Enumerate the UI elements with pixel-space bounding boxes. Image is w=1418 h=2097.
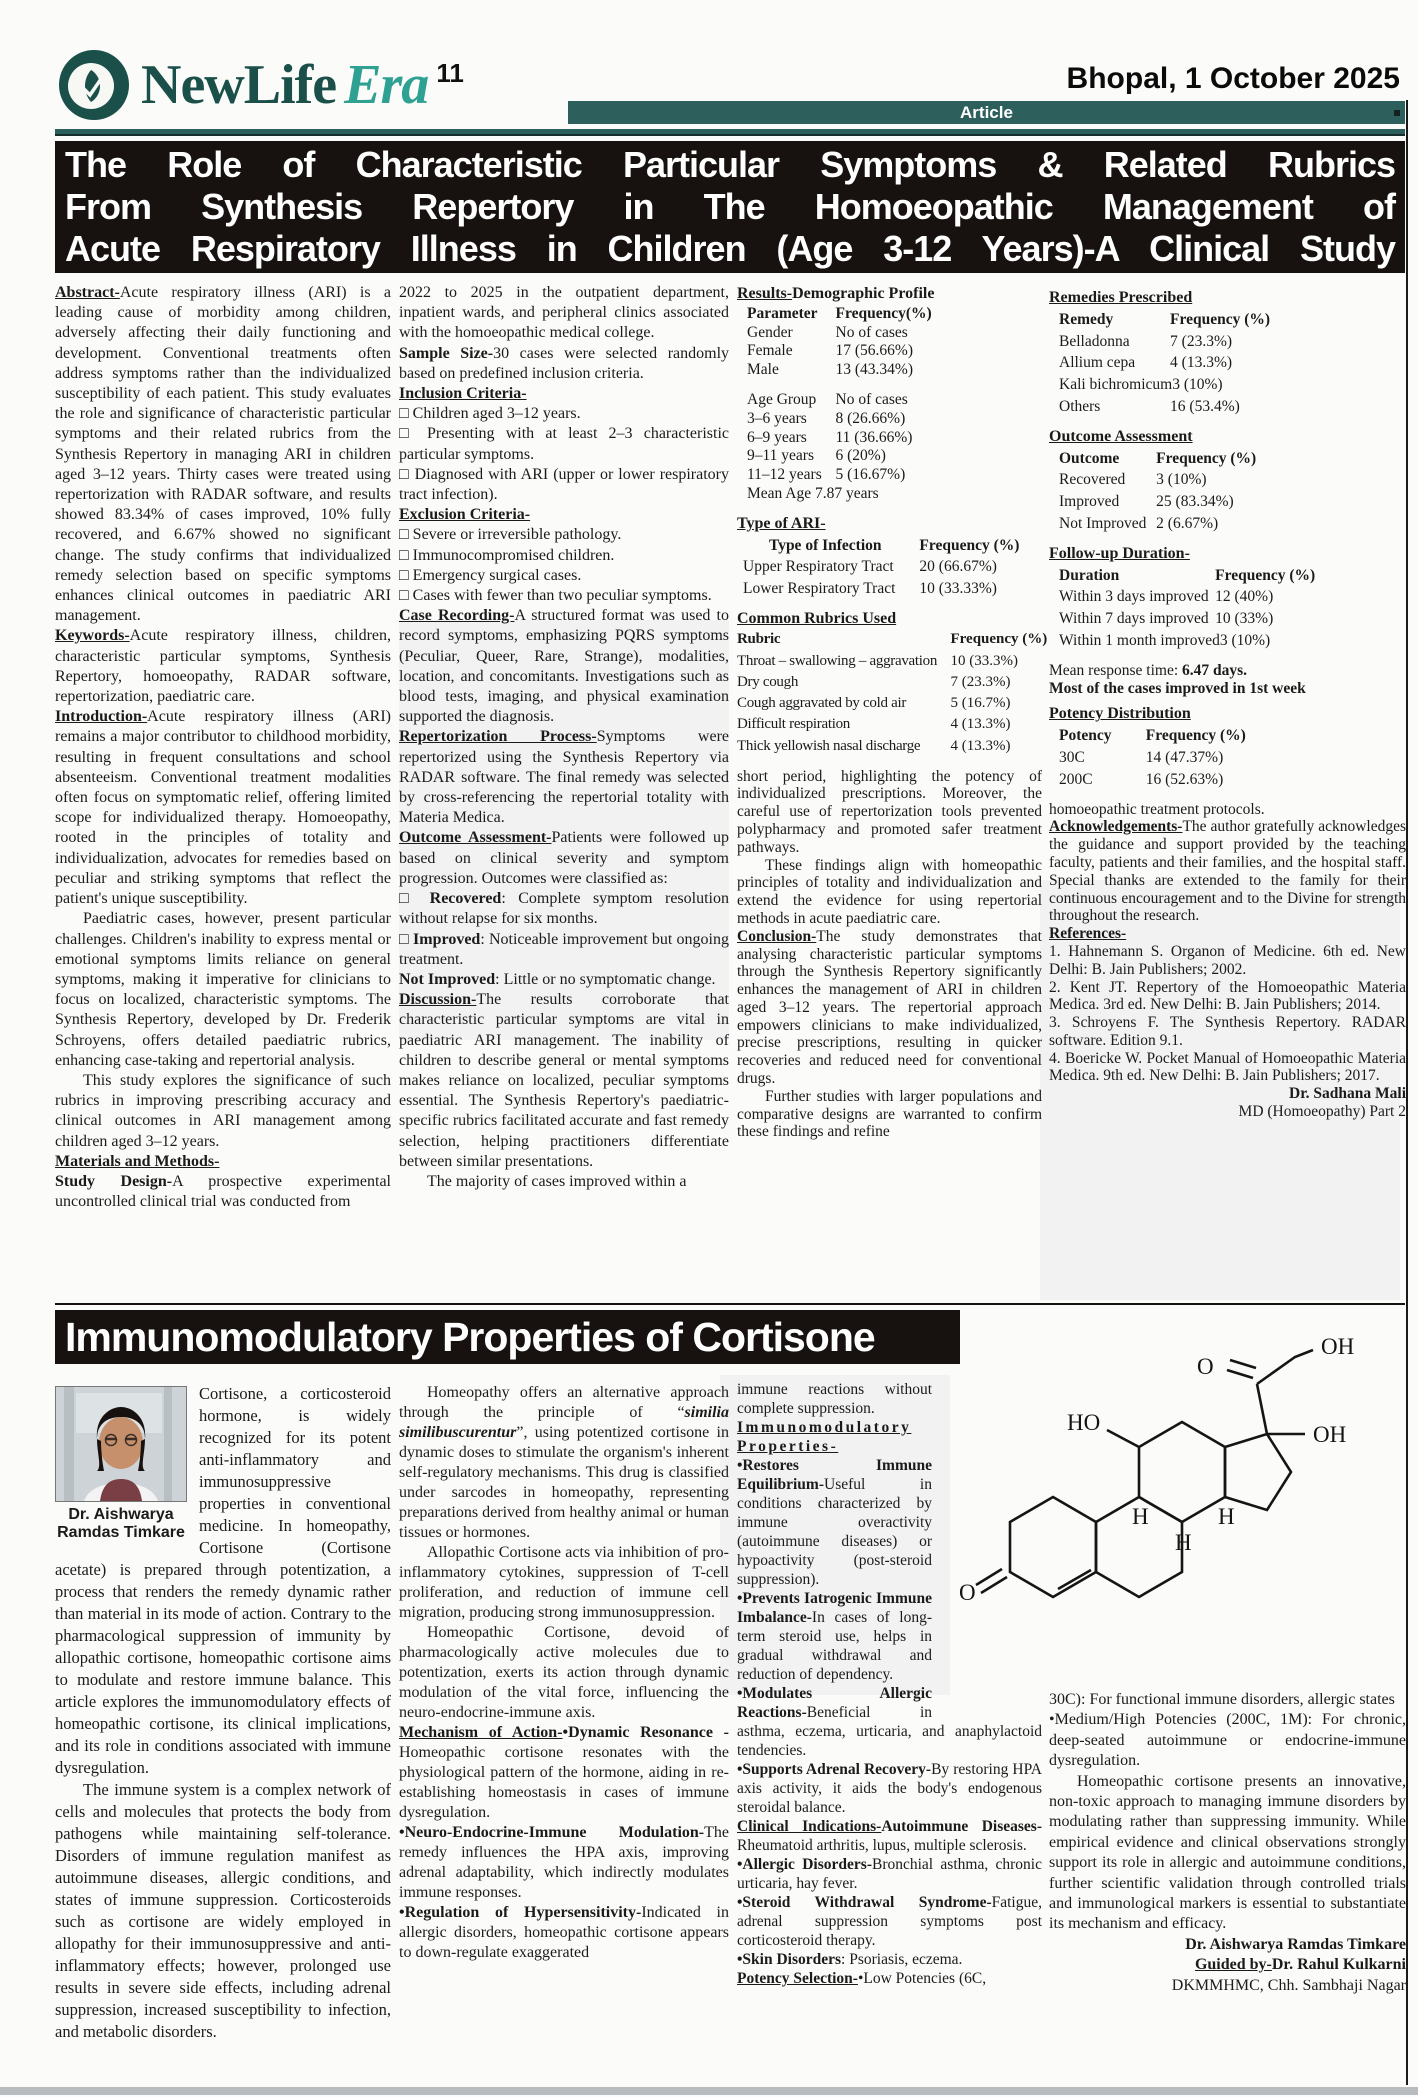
paragraph: Not Improved: Little or no symptomatic change. bbox=[399, 970, 716, 988]
author-photo bbox=[55, 1386, 187, 1502]
h-label: H bbox=[1132, 1504, 1149, 1529]
paragraph: References- bbox=[1049, 925, 1127, 943]
header-rule bbox=[55, 129, 1405, 136]
dateline: Bhopal, 1 October 2025 bbox=[1066, 62, 1400, 95]
article-divider-rule bbox=[55, 1303, 1405, 1305]
paragraph: homoeopathic treatment protocols. bbox=[1049, 800, 1265, 818]
article1-title-line3: Acute Respiratory Illness in Children (Age 3-12 Years)-A Clinical Study bbox=[65, 228, 1395, 269]
article1-title-line1: The Role of Characteristic Particular Symptoms & Related Rubrics bbox=[65, 144, 1395, 185]
paragraph: This study explores the significance of such rubrics in improving prescribing accuracy and clinical outcomes in ARI management among children aged 3–12 years. bbox=[55, 1071, 391, 1150]
newlife-era-logo-icon bbox=[57, 48, 131, 122]
rubrics-heading: Common Rubrics Used bbox=[737, 609, 897, 627]
page-number: 11 bbox=[436, 58, 464, 88]
paragraph-list bbox=[55, 283, 391, 1212]
oh-top-label: OH bbox=[1321, 1334, 1355, 1359]
section-bar bbox=[568, 101, 1405, 124]
h-label: H bbox=[1175, 1530, 1192, 1555]
ari-table bbox=[737, 537, 1042, 598]
paragraph: Clinical Indications-Autoimmune Diseases-Rheumatoid arthritis, lupus, multiple sclerosis. bbox=[737, 1818, 1042, 1854]
paragraph: □ Presenting with at least 2–3 characteristic particular symptoms. bbox=[399, 425, 729, 463]
paragraph: Homeopathy offers an alternative approach through the principle of “similia similibuscurentur”, using potentized cortisone in dynamic doses to stimulate the organism's inherent self-regulatory mechanisms. This drug is classified under sarcodes in homeopathy, representing preparations derived from healthy animal or human tissues or hormones. bbox=[399, 1384, 729, 1541]
table-row: Kali bichromicum 3 (10%) bbox=[1059, 376, 1223, 394]
paragraph: The immune system is a complex network of cells and molecules that protects the body from pathogens while maintaining self-tolerance. Disorders of immune regulation manifest as autoimmune diseases, allergic conditions, and states of immune suppression. Corticosteroids such as cortisone are widely employed in allopathy for their immunosuppressive and anti-inflammatory effects; however, prolonged use results in severe side effects, including adrenal suppression, increased susceptibility to infection, and metabolic disorders. bbox=[55, 1780, 391, 2041]
article2-column-2 bbox=[399, 1383, 729, 1963]
table-row: Improved 25 (83.34%) bbox=[1059, 493, 1234, 511]
paragraph: Exclusion Criteria- bbox=[399, 506, 531, 524]
paragraph: •Regulation of Hypersensitivity-Indicated in allergic disorders, homeopathic cortisone appears to down-regulate exaggerated bbox=[399, 1904, 729, 1961]
paragraph: The majority of cases improved within a bbox=[427, 1172, 687, 1190]
paragraph: •Steroid Withdrawal Syndrome-Fatigue, adrenal suppression symptoms post corticosteroid therapy. bbox=[737, 1894, 1042, 1949]
paragraph-list bbox=[399, 1383, 729, 1963]
table-row: 6–9 years 11 (36.66%) bbox=[747, 428, 913, 446]
paragraph: 2. Kent JT. Repertory of the Homoeopathic Materia Medica. 3rd ed. New Delhi: B. Jain Publishers; 2014. bbox=[1049, 978, 1406, 1014]
ho-left-label: HO bbox=[1067, 1410, 1101, 1435]
o-side-label: O bbox=[1197, 1354, 1214, 1379]
paragraph: 30C): For functional immune disorders, allergic states bbox=[1049, 1691, 1395, 1708]
paragraph: MD (Homoeopathy) Part 2 bbox=[1238, 1103, 1406, 1121]
table-row: Within 1 month improved 3 (10%) bbox=[1059, 631, 1271, 649]
paragraph: Homeopathic Cortisone, devoid of pharmacologically active molecules due to potentization, exerts its action through dynamic modulation of the vital force, influencing the neuro-endocrine-immune axis. bbox=[399, 1624, 729, 1721]
masthead-newlife: NewLife bbox=[141, 54, 337, 116]
h-label: H bbox=[1218, 1504, 1235, 1529]
table-row: Within 7 days improved 10 (33%) bbox=[1059, 610, 1274, 628]
article2-column-3 bbox=[737, 1380, 1042, 1988]
o-bottom-label: O bbox=[959, 1580, 976, 1605]
paragraph: Case Recording-A structured format was used to record symptoms, emphasizing PQRS symptoms (Peculiar, Queer, Rare, Strange), modalities, location, and concomitants. Investigations such as blood tests, imaging, and physical examination supported the diagnosis. bbox=[399, 607, 730, 726]
paragraph-list bbox=[1049, 801, 1406, 1121]
article2-column-1 bbox=[55, 1383, 391, 2043]
table-row: Type of Infection Frequency (%) bbox=[769, 536, 1020, 554]
paragraph: □ Immunocompromised children. bbox=[399, 546, 615, 564]
corner-mark bbox=[1394, 110, 1400, 116]
paragraph: Dr. Aishwarya Ramdas Timkare bbox=[1185, 1935, 1406, 1953]
followup-table bbox=[1049, 567, 1406, 650]
table-row: Remedy Frequency (%) bbox=[1059, 310, 1271, 328]
paragraph: □ Recovered: Complete symptom resolution without relapse for six months. bbox=[399, 890, 729, 928]
masthead-era: Era bbox=[344, 54, 429, 116]
table-row: Parameter Frequency(%) bbox=[747, 304, 932, 322]
masthead-title bbox=[141, 48, 428, 122]
paragraph: DKMMHMC, Chh. Sambhaji Nagar bbox=[1171, 1976, 1406, 1994]
author-photo-block bbox=[55, 1386, 187, 1542]
potency-table bbox=[1049, 727, 1406, 788]
table-row: Rubric Frequency (%) bbox=[737, 631, 1048, 648]
remedies-table bbox=[1049, 311, 1406, 416]
table-row: Thick yellowish nasal discharge 4 (13.3%) bbox=[737, 737, 1011, 754]
table-row bbox=[747, 380, 1042, 390]
table-row: Belladonna 7 (23.3%) bbox=[1059, 332, 1233, 350]
paragraph: Conclusion-The study demonstrates that analysing characteristic particular symptoms through the Synthesis Repertory significantly enhances the management of ARI in children aged 3–12 years. The repertorial approach empowers clinicians to make individualized, precise prescriptions, resulting in quicker recoveries and reduced need for conventional drugs. bbox=[737, 927, 1042, 1088]
paragraph: □ Diagnosed with ARI (upper or lower respiratory tract infection). bbox=[399, 465, 729, 504]
paragraph: •Prevents Iatrogenic Immune Imbalance-In cases of long-term steroid use, helps in gradual withdrawal and reduction of dependency. bbox=[737, 1590, 932, 1683]
table-row: Others 16 (53.4%) bbox=[1059, 397, 1240, 415]
paragraph: 2022 to 2025 in the outpatient department, inpatient wards, and peripheral clinics associated with the homoeopathic medical college. bbox=[399, 284, 729, 342]
paragraph: •Supports Adrenal Recovery-By restoring HPA axis activity, it aids the body's endogenous steroidal balance. bbox=[737, 1761, 1042, 1816]
paragraph: □ Improved: Noticeable improvement but ongoing treatment. bbox=[399, 930, 729, 968]
paragraph: •Modulates Allergic Reactions-Beneficial in asthma, eczema, urticaria, and anaphylactoid tendencies. bbox=[737, 1685, 1042, 1759]
article1-title bbox=[55, 141, 1405, 273]
article2-title: Immunomodulatory Properties of Cortisone bbox=[55, 1310, 960, 1364]
paragraph: Paediatric cases, however, present particular challenges. Children's inability to express mental or emotional symptoms limits reliance on general symptoms, making it imperative for clinicians to focus on localized, characteristic symptoms. The Synthesis Repertory, developed by Dr. Frederik Schroyens, offers detailed paediatric rubrics, enhancing case-taking and repertorial analysis. bbox=[55, 910, 391, 1069]
table-row: Within 3 days improved 12 (40%) bbox=[1059, 588, 1274, 606]
paragraph: □ Children aged 3–12 years. bbox=[399, 405, 581, 423]
rubrics-table bbox=[737, 631, 1048, 755]
paragraph-list bbox=[1049, 662, 1406, 698]
article2-column-4 bbox=[1049, 1690, 1406, 1996]
table-row: 11–12 years 5 (16.67%) bbox=[747, 466, 906, 484]
paragraph: Potency Selection-•Low Potencies (6C, bbox=[737, 1970, 987, 1987]
paragraph: Homeopathic cortisone presents an innovative, non-toxic approach to managing immune disorders by modulating rather than suppressing immunity. While empirical evidence and clinical observations strongly support its role in allergic and autoimmune conditions, further scientific validation through controlled trials and immunological markers is essential to substantiate its mechanism and efficacy. bbox=[1049, 1772, 1406, 1933]
masthead bbox=[57, 48, 464, 122]
table-row: Dry cough 7 (23.3%) bbox=[737, 673, 1011, 690]
table-row: Potency Frequency (%) bbox=[1059, 727, 1246, 745]
table-row: Difficult respiration 4 (13.3%) bbox=[737, 716, 1011, 733]
paragraph: Dr. Sadhana Mali bbox=[1289, 1085, 1406, 1103]
table-row: Female 17 (56.66%) bbox=[747, 342, 913, 360]
article1-column-1 bbox=[55, 283, 391, 1212]
paragraph: Introduction-Acute respiratory illness (ARI) remains a major contributor to childhood morbidity, resulting in frequent consultations and school absenteeism. Conventional treatment modalities often focus on symptomatic relief, offering limited scope for individualized therapy. Homoeopathy, rooted in the principles of totality and individualization, advocates for remedies based on peculiar and striking symptoms that reflect the patient's unique susceptibility. bbox=[55, 708, 391, 908]
table-row: 3–6 years 8 (26.66%) bbox=[747, 409, 906, 427]
paragraph: Abstract-Acute respiratory illness (ARI) is a leading cause of morbidity among children, adversely affecting their daily functioning and development. Conventional treatments often address symptoms rather than the individualized susceptibility of each patient. This study evaluates the role and significance of characteristic particular symptoms and their related rubrics from the Synthesis Repertory in managing ARI in children aged 3–12 years. Thirty cases were treated using repertorization with RADAR software, and results showed 83.34% of cases improved, 10% fully recovered, and 6.67% showed no significant change. The study confirms that individualized remedy selection based on specific symptoms enhances clinical outcomes in paediatric ARI management. bbox=[55, 284, 391, 625]
paragraph: Cortisone, a corticosteroid hormone, is widely recognized for its potent anti-inflammatory and immunosuppressive properties in conventional medicine. In homeopathy, Cortisone (Cortisone acetate) is prepared through potentization, a process that renders the remedy dynamic rather than material in its mode of action. Contrary to the pharmacological suppression of immunity by allopathic cortisone, homeopathic cortisone aims to modulate and restore immune balance. This article explores the immunomodulatory effects of homeopathic cortisone, its clinical implications, and its role in conditions associated with immune dysregulation. bbox=[55, 1384, 391, 1777]
paragraph: 4. Boericke W. Pocket Manual of Homoeopathic Materia Medica. 9th ed. New Delhi: B. Jain Publishers; 2017. bbox=[1049, 1049, 1406, 1085]
table-row: Duration Frequency (%) bbox=[1059, 566, 1316, 584]
paragraph: Materials and Methods- bbox=[55, 1152, 220, 1170]
paragraph: Inclusion Criteria- bbox=[399, 385, 527, 403]
paragraph: Mean response time: 6.47 days. bbox=[1049, 661, 1248, 679]
paragraph: Most of the cases improved in 1st week bbox=[1049, 679, 1306, 697]
paragraph: •Restores Immune Equilibrium-Useful in conditions characterized by immune overactivity (autoimmune diseases) or hypoactivity (post-steroid suppression). bbox=[737, 1457, 932, 1588]
paragraph: 3. Schroyens F. The Synthesis Repertory. RADAR software. Edition 9.1. bbox=[1049, 1014, 1406, 1049]
results-heading: Results-Demographic Profile bbox=[737, 285, 935, 302]
paragraph: immune reactions without complete suppression. bbox=[737, 1381, 932, 1417]
followup-heading: Follow-up Duration- bbox=[1049, 544, 1190, 562]
paragraph: short period, highlighting the potency of individualized prescriptions. Moreover, the careful use of repertorization tools prevented polypharmacy and promoted safer treatment pathways. bbox=[737, 767, 1042, 856]
paragraph: □ Cases with fewer than two peculiar symptoms. bbox=[399, 587, 712, 605]
paragraph: Repertorization Process-Symptoms were repertorized using the Synthesis Repertory via RADAR software. The final remedy was selected by cross-referencing the repertorial totality with Materia Medica. bbox=[399, 728, 729, 827]
paragraph: 1. Hahnemann S. Organon of Medicine. 6th ed. New Delhi: B. Jain Publishers; 2002. bbox=[1049, 942, 1406, 978]
article1-column-4 bbox=[1049, 289, 1406, 1121]
paragraph: These findings align with homeopathic principles of totality and individualization and extend the evidence for using repertorial methods in acute paediatric care. bbox=[737, 856, 1042, 927]
article1-title-line2: From Synthesis Repertory in The Homoeopathic Management of bbox=[65, 186, 1395, 227]
paragraph: Mechanism of Action-•Dynamic Resonance -Homeopathic cortisone resonates with the physiological pattern of the hormone, aiding in re-establishing homeostasis in cases of immune dysregulation. bbox=[399, 1724, 729, 1821]
outcome-heading: Outcome Assessment bbox=[1049, 427, 1193, 445]
page-bottom-bar bbox=[0, 2087, 1418, 2095]
paragraph: Immunomodulatory Properties- bbox=[737, 1419, 912, 1455]
demographic-table bbox=[737, 305, 1042, 503]
page-right-border bbox=[1406, 100, 1408, 2085]
table-row: Outcome Frequency (%) bbox=[1059, 449, 1257, 467]
table-row: Male 13 (43.34%) bbox=[747, 361, 913, 379]
table-row: Age Group No of cases bbox=[747, 390, 908, 408]
table-row: Gender No of cases bbox=[747, 323, 908, 341]
author-photo-caption: Dr. Aishwarya Ramdas Timkare bbox=[57, 1506, 185, 1541]
paragraph: •Neuro-Endocrine-Immune Modulation-The remedy influences the HPA axis, improving adrenal adaptability, which indirectly modulates immune responses. bbox=[399, 1824, 729, 1901]
paragraph: •Skin Disorders: Psoriasis, eczema. bbox=[737, 1951, 963, 1968]
paragraph: Allopathic Cortisone acts via inhibition of pro-inflammatory cytokines, suppression of T-cell proliferation, and reduction of immune cell migration, producing strong immunosuppression. bbox=[399, 1544, 729, 1621]
paragraph-list bbox=[399, 283, 729, 1192]
paragraph: •Medium/High Potencies (200C, 1M): For chronic, deep-seated autoimmune or endocrine-immune dysregulation. bbox=[1049, 1711, 1406, 1770]
table-row: Mean Age 7.87 years bbox=[747, 484, 879, 502]
table-row: Upper Respiratory Tract 20 (66.67%) bbox=[743, 558, 997, 576]
paragraph-list bbox=[737, 768, 1042, 1142]
table-row: Not Improved 2 (6.67%) bbox=[1059, 514, 1219, 532]
paragraph: Further studies with larger populations and comparative designs are warranted to confirm these findings and refine bbox=[737, 1087, 1042, 1141]
paragraph: Guided by-Dr. Rahul Kulkarni bbox=[1194, 1956, 1406, 1974]
paragraph: □ Emergency surgical cases. bbox=[399, 566, 582, 584]
article1-column-3 bbox=[737, 285, 1048, 1141]
table-row: Allium cepa 4 (13.3%) bbox=[1059, 354, 1233, 372]
paragraph-list bbox=[1049, 1690, 1406, 1996]
table-row: 30C 14 (47.37%) bbox=[1059, 748, 1224, 766]
oh-right-label: OH bbox=[1313, 1422, 1347, 1447]
table-row: Recovered 3 (10%) bbox=[1059, 471, 1207, 489]
molecule-text-wrap-spacer bbox=[932, 1380, 1042, 1707]
remedies-heading: Remedies Prescribed bbox=[1049, 289, 1193, 306]
table-row: Lower Respiratory Tract 10 (33.33%) bbox=[743, 580, 997, 598]
paragraph: □ Severe or irreversible pathology. bbox=[399, 526, 622, 544]
outcome-table bbox=[1049, 450, 1406, 533]
potency-heading: Potency Distribution bbox=[1049, 705, 1191, 723]
paragraph: Sample Size-30 cases were selected randomly based on predefined inclusion criteria. bbox=[399, 344, 730, 382]
table-row: Cough aggravated by cold air 5 (16.7%) bbox=[737, 695, 1011, 712]
section-label: Article bbox=[960, 102, 1013, 122]
table-row: 9–11 years 6 (20%) bbox=[747, 447, 886, 465]
table-row: Throat – swallowing – aggravation 10 (33.3%) bbox=[737, 652, 1018, 669]
article1-column-2 bbox=[399, 283, 729, 1192]
paragraph: Keywords-Acute respiratory illness, children, characteristic particular symptoms, Synthesis Repertory, homoeopathy, RADAR software, repertorization, paediatric care. bbox=[55, 627, 391, 706]
paragraph: Acknowledgements-The author gratefully acknowledges the guidance and support provided by the teaching faculty, patients and their families, and the hospital staff. Special thanks are extended to the family for their continuous encouragement and to the Divine for strength throughout the research. bbox=[1049, 818, 1406, 925]
paragraph: Discussion-The results corroborate that characteristic particular symptoms are vital in paediatric ARI management. The inability of children to describe general or mental symptoms makes reliance on localized, peculiar symptoms essential. The Synthesis Repertory's paediatric-specific rubrics facilitated accurate and fast remedy selection, helping practitioners differentiate between similar presentations. bbox=[399, 991, 729, 1170]
ari-heading: Type of ARI- bbox=[737, 514, 826, 532]
table-row: 200C 16 (52.63%) bbox=[1059, 770, 1224, 788]
paragraph: Outcome Assessment-Patients were followed up based on clinical severity and symptom progression. Outcomes were classified as: bbox=[399, 829, 729, 887]
paragraph: Study Design-A prospective experimental uncontrolled clinical trial was conducted from bbox=[55, 1172, 392, 1211]
paragraph: •Allergic Disorders-Bronchial asthma, chronic urticaria, hay fever. bbox=[737, 1856, 1042, 1892]
